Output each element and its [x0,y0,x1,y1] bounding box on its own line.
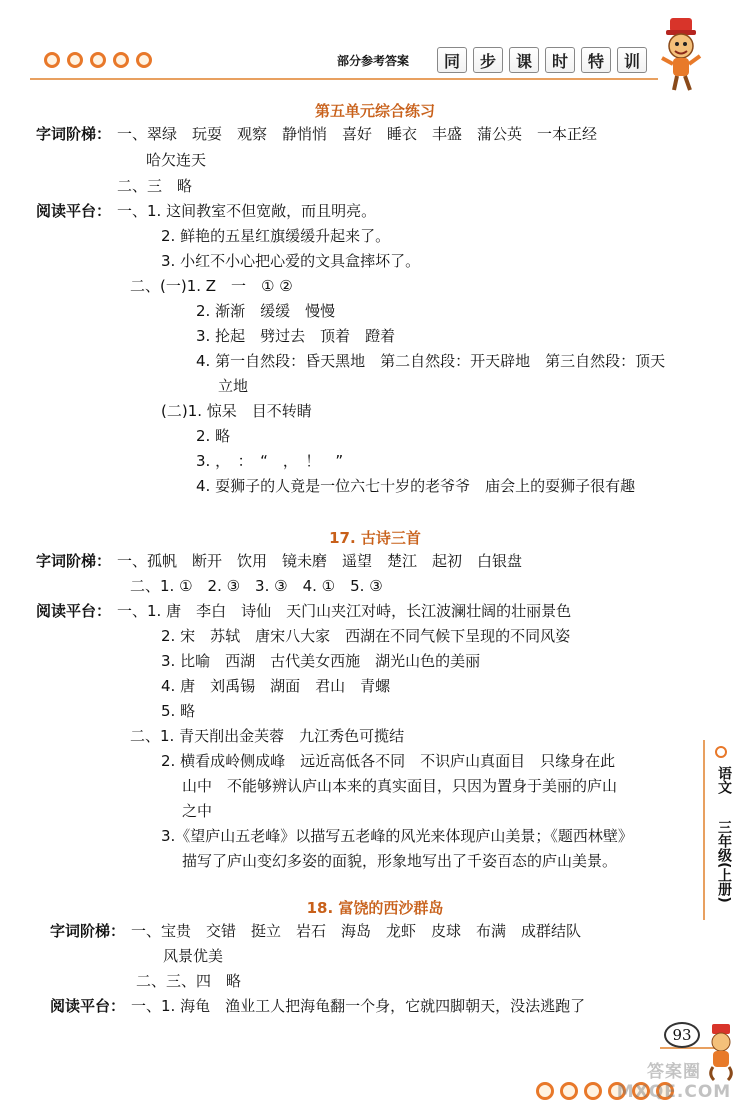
header-dots [44,52,152,68]
answer-line: 哈欠连天 [146,151,207,169]
page-number: 93 [664,1022,700,1048]
mascot-icon [656,14,706,94]
answer-line: 2. 渐渐 缓缓 慢慢 [196,302,336,320]
line-label: 字词阶梯： [50,922,126,940]
answer-line: 一、孤帆 断开 饮用 镜未磨 遥望 楚江 起初 白银盘 [117,552,523,570]
decor-dot [560,1082,578,1100]
answer-line: 一、1. 唐 李白 诗仙 天门山夹江对峙，长江波澜壮阔的壮丽景色 [117,602,572,620]
side-grade: 三年级(上册) [716,819,732,903]
brand-char: 课 [509,47,539,73]
answer-line: 山中 不能够辨认庐山本来的真实面目，只因为置身于美丽的庐山 [182,777,618,795]
side-dot [715,746,727,758]
side-rule [703,740,705,920]
decor-dot [584,1082,602,1100]
answer-line: 二、(一)1. Z 一 ① ② [130,277,293,295]
answer-line: 一、1. 海龟 渔业工人把海龟翻一个身，它就四脚朝天，没法逃跑了 [131,997,586,1015]
side-subject: 语文 [716,766,732,794]
answer-line: 4. 第一自然段：昏天黑地 第二自然段：开天辟地 第三自然段：顶天 [196,352,666,370]
brand-char: 同 [437,47,467,73]
brand-char: 时 [545,47,575,73]
answer-line: 2. 鲜艳的五星红旗缓缓升起来了。 [161,227,391,245]
answer-line: 3. 抡起 劈过去 顶着 蹬着 [196,327,396,345]
brand-char: 特 [581,47,611,73]
watermark-line: MXQE.COM [616,1082,732,1102]
line-label: 阅读平台： [36,602,112,620]
answer-line: 二、三 略 [117,177,193,195]
line-label: 阅读平台： [36,202,112,220]
line-label: 字词阶梯： [36,552,112,570]
answer-line: (二)1. 惊呆 目不转睛 [161,402,312,420]
section-title: 第五单元综合练习 [314,102,435,120]
decor-dot [113,52,129,68]
decor-dot [90,52,106,68]
section-title: 18. 富饶的西沙群岛 [306,899,444,917]
answer-line: 之中 [182,802,213,820]
side-subject-grade [712,760,736,916]
line-label: 字词阶梯： [36,125,112,143]
answer-line: 5. 略 [161,702,196,720]
answer-line: 一、宝贵 交错 挺立 岩石 海岛 龙虾 皮球 布满 成群结队 [131,922,582,940]
section-title: 17. 古诗三首 [329,529,421,547]
brand-char: 训 [617,47,647,73]
answer-label: 部分参考答案 [337,54,410,68]
answer-line: 2. 略 [196,427,231,445]
decor-dot [44,52,60,68]
answer-line: 2. 宋 苏轼 唐宋八大家 西湖在不同气候下呈现的不同风姿 [161,627,571,645]
header-rule [30,78,658,80]
decor-dot [136,52,152,68]
answer-line: 3. 小红不小心把心爱的文具盒摔坏了。 [161,252,421,270]
answer-line: 3.《望庐山五老峰》以描写五老峰的风光来体现庐山美景；《题西林壁》 [161,827,633,845]
answer-line: 风景优美 [163,947,224,965]
answer-line: 2. 横看成岭侧成峰 远近高低各不同 不识庐山真面目 只缘身在此 [161,752,616,770]
watermark [604,1062,744,1102]
answer-line: 二、1. 青天削出金芙蓉 九江秀色可揽结 [130,727,405,745]
answer-line: 一、翠绿 玩耍 观察 静悄悄 喜好 睡衣 丰盛 蒲公英 一本正经 [117,125,598,143]
answer-line: 立地 [218,377,249,395]
page-header [0,0,750,100]
answer-line: 描写了庐山变幻多姿的面貌，形象地写出了千姿百态的庐山美景。 [182,852,618,870]
answer-line: 二、1. ① 2. ③ 3. ③ 4. ① 5. ③ [130,577,383,595]
answer-line: 3. 比喻 西湖 古代美女西施 湖光山色的美丽 [161,652,481,670]
decor-dot [536,1082,554,1100]
line-label: 阅读平台： [50,997,126,1015]
watermark-line: 答案圈 [647,1062,701,1082]
decor-dot [67,52,83,68]
answer-line: 3. ， ： “ ， ！ ” [196,452,344,470]
brand-char: 步 [473,47,503,73]
answer-line: 4. 耍狮子的人竟是一位六七十岁的老爷爷 庙会上的耍狮子很有趣 [196,477,636,495]
answer-line: 4. 唐 刘禹锡 湖面 君山 青螺 [161,677,391,695]
answer-line: 二、三、四 略 [136,972,242,990]
brand-title [437,47,647,73]
answer-line: 一、1. 这间教室不但宽敞，而且明亮。 [117,202,377,220]
